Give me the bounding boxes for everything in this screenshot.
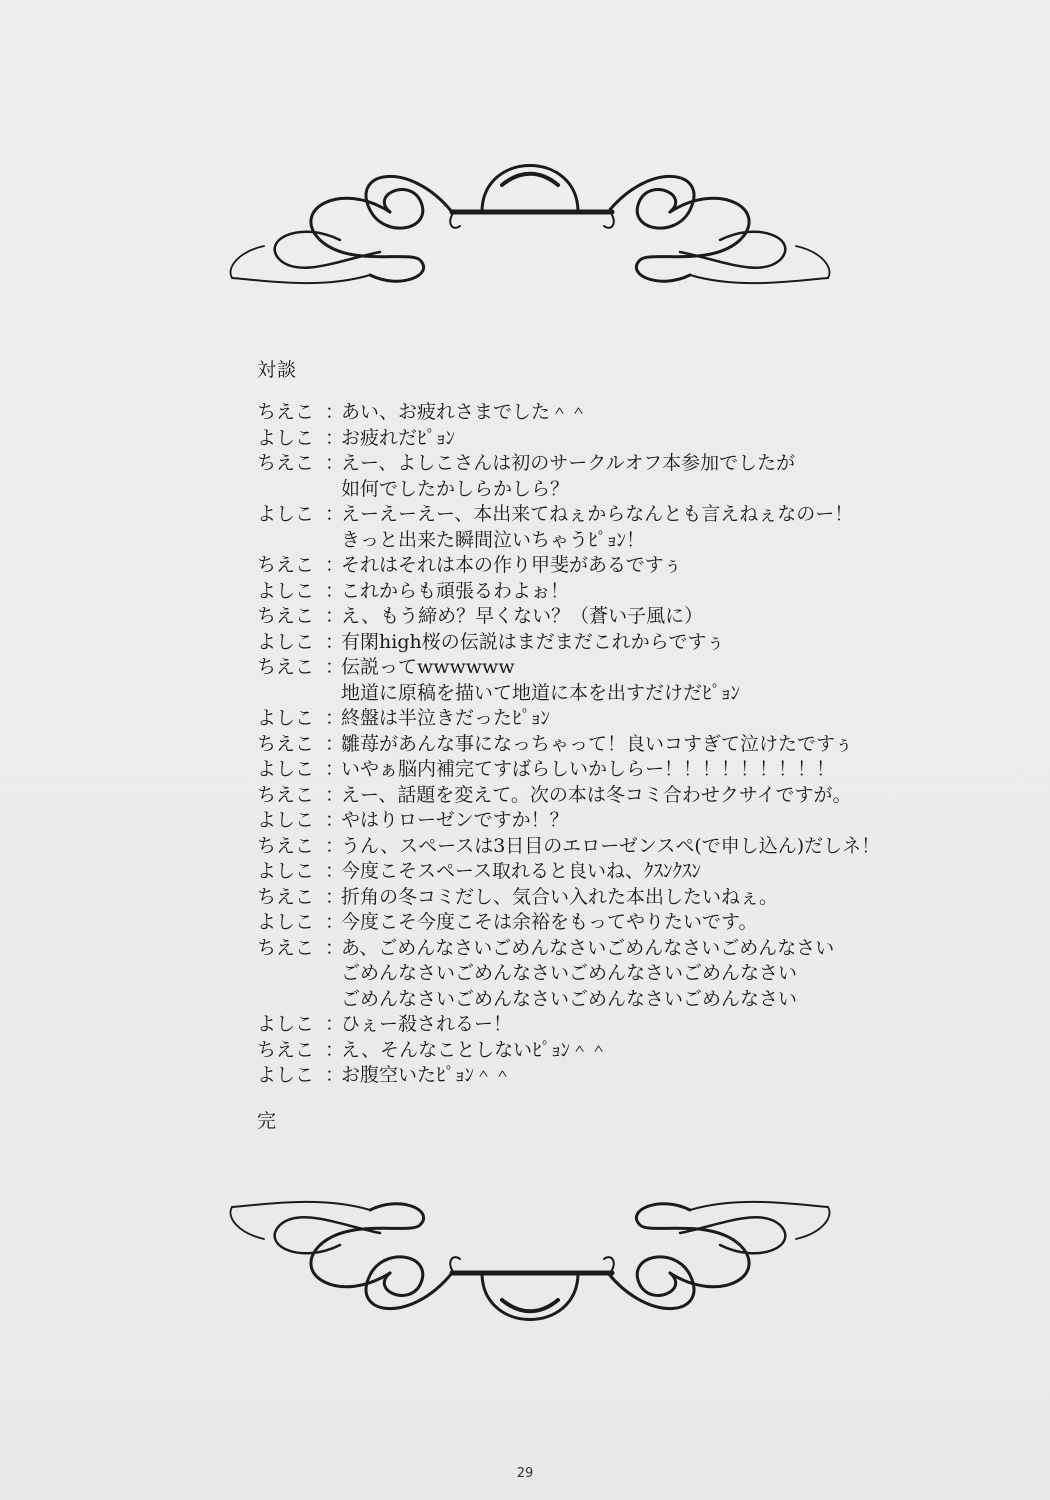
speaker-separator: ： [325, 783, 345, 806]
dialogue-text: 雛苺があんな事になっちゃって！良いコすぎて泣けたですぅ [341, 732, 854, 755]
dialogue-line [257, 732, 977, 758]
speaker-name: ちえこ [257, 452, 315, 474]
dialogue-text: えーえーえー、本出来てねぇからなんとも言えねぇなのー！ [341, 503, 854, 525]
dialogue-text: 今度こそスペース取れると良いね、ｸｽﾝｸｽﾝ [341, 860, 702, 882]
speaker-separator: ： [325, 554, 345, 576]
speaker-name: よしこ [257, 426, 315, 449]
dialogue-line [257, 400, 977, 426]
dialogue-line [257, 910, 977, 936]
dialogue-line [257, 528, 977, 554]
speaker-name: よしこ [257, 579, 315, 602]
dialogue-line [257, 451, 977, 477]
speaker-separator: ： [325, 732, 345, 755]
dialogue-line [257, 426, 977, 452]
speaker-name: ちえこ [257, 656, 315, 678]
dialogue-text: え、もう締め？早くない？（蒼い子風に） [341, 605, 704, 627]
dialogue-line [257, 655, 977, 681]
dialogue-line [257, 604, 977, 630]
dialogue-line [257, 502, 977, 528]
speaker-separator: ： [325, 426, 345, 449]
top-flourish-ornament [220, 140, 840, 300]
dialogue-line [257, 553, 977, 579]
dialogue-line [257, 808, 977, 834]
speaker-name: よしこ [257, 503, 315, 525]
dialogue-text: それはそれは本の作り甲斐があるですぅ [341, 554, 683, 576]
dialogue-line [257, 630, 977, 656]
dialogue-text: 伝説ってwwwwww [341, 656, 515, 678]
dialogue-text: きっと出来た瞬間泣いちゃうﾋﾟｮﾝ！ [341, 528, 646, 551]
dialogue-text: 折角の冬コミだし、気合い入れた本出したいねぇ。 [341, 885, 779, 908]
dialogue-line [257, 859, 977, 885]
speaker-name: ちえこ [257, 401, 315, 423]
speaker-separator: ： [325, 707, 345, 729]
dialogue-text: ごめんなさいごめんなさいごめんなさいごめんなさい [341, 987, 798, 1010]
speaker-name: ちえこ [257, 834, 315, 857]
speaker-name: よしこ [257, 758, 315, 780]
dialogue-line [257, 757, 977, 783]
speaker-separator: ： [325, 758, 345, 780]
speaker-separator: ： [325, 656, 345, 678]
speaker-name: ちえこ [257, 885, 315, 908]
dialogue-line [257, 885, 977, 911]
dialogue-line [257, 834, 977, 860]
speaker-separator: ： [325, 630, 345, 653]
speaker-separator: ： [325, 401, 345, 423]
dialogue-line [257, 579, 977, 605]
speaker-separator: ： [325, 1013, 345, 1035]
speaker-separator: ： [325, 605, 345, 627]
dialogue-line [257, 1063, 977, 1089]
dialogue-list [257, 400, 977, 1089]
bottom-flourish-ornament [220, 1185, 840, 1345]
section-heading: 対談 [257, 359, 298, 381]
speaker-separator: ： [325, 834, 345, 857]
speaker-separator: ： [325, 1064, 345, 1086]
dialogue-text: うん、スペースは3日目のエローゼンスペ(で申し込ん)だしネ！ [341, 834, 881, 857]
dialogue-text: これからも頑張るわよぉ！ [341, 579, 570, 602]
speaker-separator: ： [325, 452, 345, 474]
speaker-name: ちえこ [257, 732, 315, 755]
dialogue-text: お疲れだﾋﾟｮﾝ [341, 426, 456, 449]
dialogue-line [257, 477, 977, 503]
dialogue-line [257, 783, 977, 809]
page-number: 29 [516, 1466, 534, 1481]
dialogue-text: 地道に原稿を描いて地道に本を出すだけだﾋﾟｮﾝ [341, 681, 741, 704]
dialogue-text: 如何でしたかしらかしら？ [341, 477, 570, 500]
speaker-separator: ： [325, 936, 345, 959]
speaker-separator: ： [325, 885, 345, 908]
speaker-separator: ： [325, 809, 345, 831]
end-mark: 完 [257, 1110, 277, 1132]
speaker-name: ちえこ [257, 554, 315, 576]
speaker-name: よしこ [257, 809, 315, 831]
dialogue-text: 終盤は半泣きだったﾋﾟｮﾝ [341, 707, 551, 729]
dialogue-line [257, 1038, 977, 1064]
dialogue-text: えー、よしこさんは初のサークルオフ本参加でしたが [341, 452, 796, 474]
dialogue-line [257, 987, 977, 1013]
speaker-name: ちえこ [257, 936, 315, 959]
speaker-separator: ： [325, 911, 345, 933]
speaker-name: よしこ [257, 911, 315, 933]
speaker-name: ちえこ [257, 605, 315, 627]
dialogue-text: ひぇー殺されるー！ [341, 1013, 513, 1035]
dialogue-line [257, 706, 977, 732]
dialogue-text: 有閑high桜の伝説はまだまだこれからですぅ [341, 630, 725, 653]
dialogue-line [257, 936, 977, 962]
speaker-name: よしこ [257, 860, 315, 882]
dialogue-line [257, 961, 977, 987]
speaker-name: よしこ [257, 1013, 315, 1035]
speaker-separator: ： [325, 503, 345, 525]
speaker-name: よしこ [257, 1064, 315, 1086]
speaker-name: よしこ [257, 630, 315, 653]
speaker-name: よしこ [257, 707, 315, 729]
dialogue-line [257, 681, 977, 707]
dialogue-text: あ、ごめんなさいごめんなさいごめんなさいごめんなさい [341, 936, 835, 959]
dialogue-line [257, 1012, 977, 1038]
dialogue-text: え、そんなことしないﾋﾟｮﾝ＾＾ [341, 1038, 609, 1061]
speaker-separator: ： [325, 860, 345, 882]
dialogue-text: ごめんなさいごめんなさいごめんなさいごめんなさい [341, 962, 798, 984]
speaker-separator: ： [325, 1038, 345, 1061]
speaker-name: ちえこ [257, 1038, 315, 1061]
dialogue-text: いやぁ脳内補完てすばらしいかしらー！！！！！！！！！ [341, 758, 836, 780]
speaker-name: ちえこ [257, 783, 315, 806]
dialogue-text: やはりローゼンですか！？ [341, 809, 569, 831]
dialogue-text: あい、お疲れさまでした＾＾ [341, 401, 589, 423]
dialogue-text: お腹空いたﾋﾟｮﾝ＾＾ [341, 1064, 513, 1086]
speaker-separator: ： [325, 579, 345, 602]
dialogue-text: えー、話題を変えて。次の本は冬コミ合わせクサイですが。 [341, 783, 852, 806]
dialogue-text: 今度こそ今度こそは余裕をもってやりたいです。 [341, 911, 758, 933]
